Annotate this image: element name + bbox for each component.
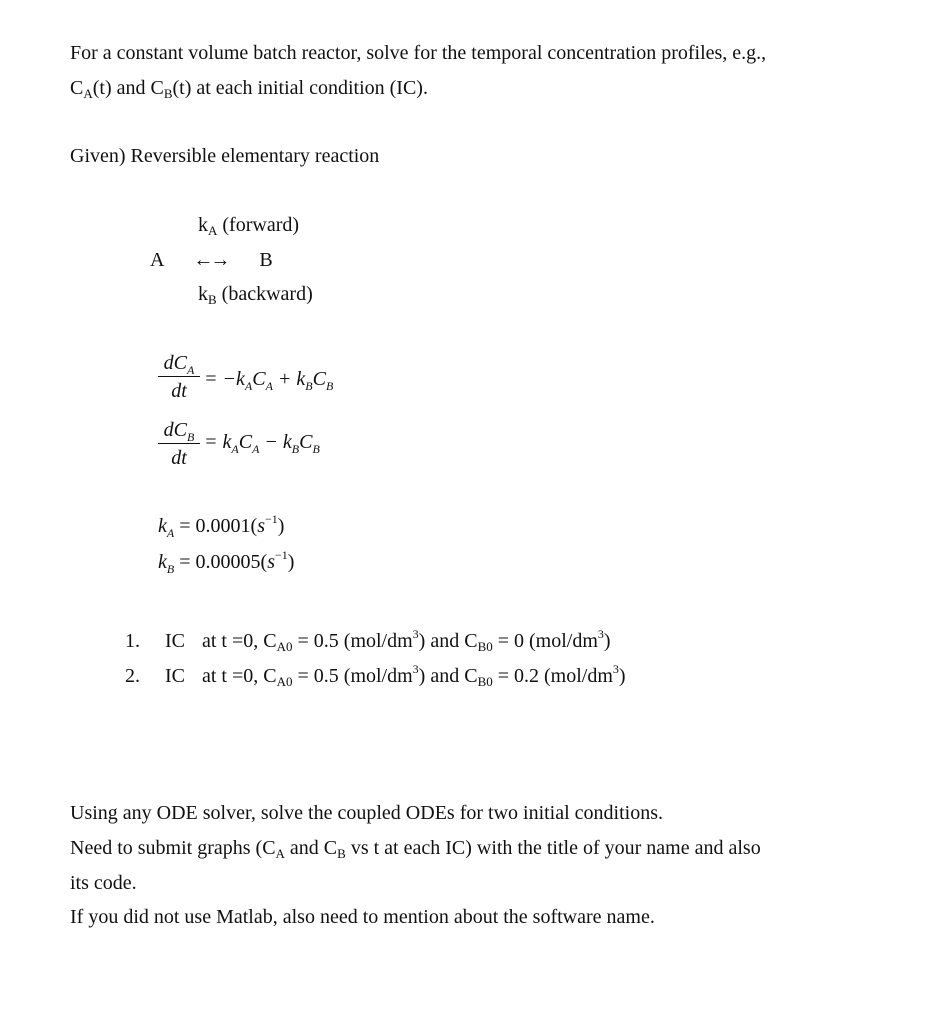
intro-line-2: $C_A(t)$ and $C_B(t)$ at each initial condition (IC).	[70, 77, 428, 101]
ode1-rhs: = $-k_AC_A + k_BC_B$	[204, 368, 334, 393]
initial-condition-1: 1. IC at t =0, $C_{A0} = 0.5$ $(mol/dm^3)$ and $C_{B0} = 0$ $(mol/dm^3)$	[125, 627, 611, 654]
given-heading: Given) Reversible elementary reaction	[70, 145, 380, 167]
instruction-line-3: its code.	[70, 872, 137, 894]
ode1-fraction: $dC_A$ dt	[158, 353, 200, 401]
instruction-line-4: If you did not use Matlab, also need to mention about the software name.	[70, 906, 655, 928]
ode2-fraction: $dC_B$ dt	[158, 420, 200, 468]
instruction-line-2: Need to submit graphs ($C_A$ and $C_B$ vs t at each IC) with the title of your name and also	[70, 837, 761, 861]
backward-rate-label: $k_B$ (backward)	[198, 283, 313, 307]
initial-condition-2: 2. IC at t =0, $C_{A0} = 0.5$ $(mol/dm^3)$ and $C_{B0} = 0.2$ $(mol/dm^3)$	[125, 662, 626, 689]
ode2-rhs: = $k_AC_A - k_BC_B$	[204, 431, 320, 456]
reaction-equation	[150, 250, 273, 270]
kb-value: $k_B = 0.00005(s^{-1})$	[158, 548, 295, 576]
instruction-line-1: Using any ODE solver, solve the coupled ODEs for two initial conditions.	[70, 802, 663, 824]
ka-value: $k_A = 0.0001(s^{-1})$	[158, 512, 285, 540]
intro-line-1: For a constant volume batch reactor, solve for the temporal concentration profiles, e.g.,	[70, 42, 767, 64]
reversible-arrow-icon: ←→	[193, 249, 228, 271]
species-a: A	[150, 249, 164, 271]
species-b: B	[259, 249, 273, 271]
forward-rate-label: $k_A$ (forward)	[198, 214, 300, 238]
